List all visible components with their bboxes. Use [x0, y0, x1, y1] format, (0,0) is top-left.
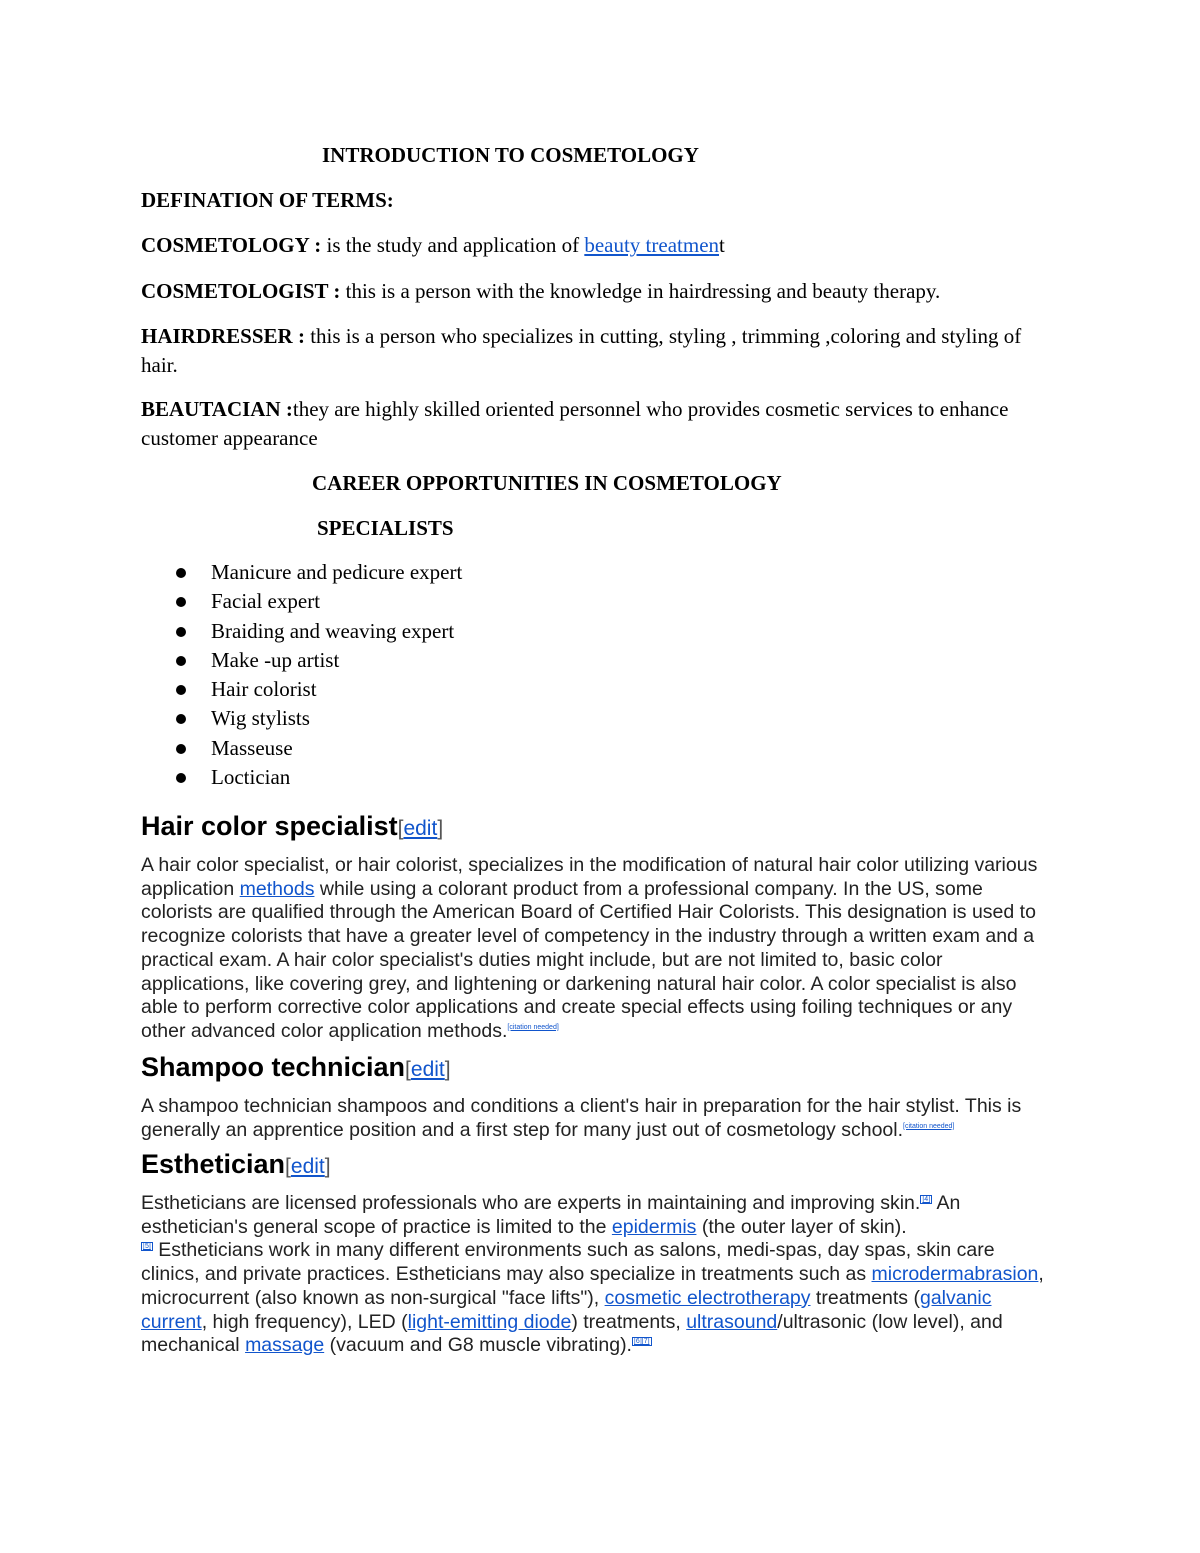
paragraph-text: (the outer layer of skin). [696, 1215, 907, 1238]
paragraph-text: while using a colorant product from a professional company. In the US, some colorists are qualified through the American Board of Certified Hair Colorists. This designation is used to recognize colorists that have a greater level of competency in the industry through a written exam and a practical exam. A hair color specialist's duties might include, but are not limited to, basic color applications, like covering grey, and lightening or darkening natural hair color. A color specialist is also able to perform corrective color applications and create special effects using foiling techniques or any other advanced color application methods. [141, 877, 1036, 1042]
section-heading-esthetician [141, 1148, 331, 1183]
definition-hairdresser [141, 322, 1061, 380]
paragraph-text: Estheticians work in many different environments such as salons, medi-spas, day spas, skin care clinics, and private practices. Estheticians may also specialize in treatments such as [141, 1239, 995, 1286]
list-item [141, 646, 462, 675]
definition-cosmetology [141, 231, 1061, 260]
edit-bracket-open: [ [285, 1155, 291, 1178]
bullet-icon [176, 597, 186, 607]
paragraph-text: , microcurrent (also known as non-surgical "face lifts"), [141, 1263, 1044, 1309]
list-item [141, 617, 462, 646]
citation-needed-link[interactable]: [citation needed] [507, 1023, 559, 1031]
esthetician-paragraph [141, 1192, 1056, 1358]
bullet-icon [176, 773, 186, 783]
list-item [141, 763, 462, 792]
edit-link[interactable]: edit [403, 817, 438, 840]
galvanic-current-link[interactable]: galvanic current [141, 1286, 992, 1333]
paragraph-text: A hair color specialist, or hair colorist, specializes in the modification of natural hair color utilizing various application [141, 854, 1038, 900]
paragraph-text: /ultrasonic (low level), and mechanical [141, 1310, 1003, 1357]
bullet-icon [176, 568, 186, 578]
citation-link[interactable]: [5] [143, 1243, 151, 1251]
beauty-treatment-link[interactable]: beauty treatmen [584, 233, 720, 257]
edit-bracket-open: [ [397, 817, 404, 840]
def-cosmetologist-text: this is a person with the knowledge in hairdressing and beauty therapy. [340, 279, 941, 303]
bullet-icon [176, 714, 186, 724]
def-cosmetology-text: is the study and application of [321, 233, 585, 257]
list-item [141, 587, 462, 616]
section-heading-text: Hair color specialist [141, 811, 398, 841]
page-title: INTRODUCTION TO COSMETOLOGY [322, 143, 699, 167]
edit-bracket-close: ] [437, 817, 444, 840]
definition-beautacian [141, 395, 1061, 453]
paragraph-text: A shampoo technician shampoos and conditions a client's hair in preparation for the hair stylist. This is generally an apprentice position and a first step for many just out of cosmetology school. [141, 1095, 1022, 1141]
paragraph-text: treatments ( [810, 1286, 920, 1309]
edit-link[interactable]: edit [410, 1058, 445, 1081]
list-item-label: Masseuse [211, 735, 293, 760]
section-heading-hair-color [141, 810, 443, 845]
light-emitting-diode-link[interactable]: light-emitting diode [407, 1310, 572, 1333]
def-cosmetology-tail: t [719, 233, 725, 257]
definition-cosmetologist [141, 277, 1061, 306]
bullet-icon [176, 627, 186, 637]
term-cosmetologist: COSMETOLOGIST : [141, 279, 341, 303]
list-item [141, 675, 462, 704]
citation-needed [507, 1024, 558, 1031]
list-item-label: Manicure and pedicure expert [211, 560, 463, 584]
list-item-label: Braiding and weaving expert [211, 618, 455, 643]
career-heading: CAREER OPPORTUNITIES IN COSMETOLOGY [312, 471, 782, 495]
shampoo-paragraph [141, 1095, 1056, 1142]
definitions-heading-text: DEFINATION OF TERMS: [141, 188, 394, 212]
term-hairdresser: HAIRDRESSER : [141, 324, 305, 348]
paragraph-text: ) treatments, [571, 1310, 687, 1333]
section-heading-shampoo [141, 1051, 451, 1086]
methods-link[interactable]: methods [239, 877, 315, 900]
specialists-list [141, 558, 462, 792]
edit-section-link [285, 1155, 331, 1178]
list-item [141, 704, 462, 733]
microdermabrasion-link[interactable]: microdermabrasion [871, 1263, 1039, 1286]
bullet-icon [176, 685, 186, 695]
list-item-label: Loctician [211, 765, 291, 790]
hair-color-paragraph [141, 854, 1056, 1044]
term-beautacian: BEAUTACIAN : [141, 397, 293, 421]
paragraph-text: Estheticians are licensed professionals who are experts in maintaining and improving skin. [141, 1192, 921, 1214]
citation-ref [141, 1242, 153, 1251]
bullet-icon [176, 744, 186, 754]
massage-link[interactable]: massage [245, 1334, 325, 1357]
list-item [141, 558, 462, 587]
citation-needed [903, 1123, 954, 1130]
paragraph-text: , high frequency), LED ( [201, 1310, 408, 1333]
section-heading-text: Shampoo technician [141, 1052, 406, 1082]
edit-bracket-close: ] [444, 1058, 451, 1081]
edit-bracket-close: ] [324, 1155, 331, 1178]
edit-section-link [405, 1058, 451, 1081]
list-item-label: Wig stylists [211, 706, 310, 731]
paragraph-text: (vacuum and G8 muscle vibrating). [324, 1334, 632, 1357]
section-heading-text: Esthetician [141, 1149, 286, 1179]
term-cosmetology: COSMETOLOGY : [141, 233, 322, 257]
cosmetic-electrotherapy-link[interactable]: cosmetic electrotherapy [604, 1286, 811, 1309]
edit-bracket-open: [ [405, 1058, 411, 1081]
epidermis-link[interactable]: epidermis [611, 1215, 697, 1238]
list-item-label: Facial expert [211, 589, 321, 614]
definitions-heading [141, 186, 1061, 215]
citation-link[interactable]: [4] [922, 1196, 931, 1203]
citation-link[interactable]: [6][7] [633, 1338, 650, 1346]
def-hairdresser-text: this is a person who specializes in cutting, styling , trimming ,coloring and styling of hair. [141, 324, 1022, 377]
citation-ref [920, 1195, 932, 1204]
list-item-label: Make -up artist [211, 647, 340, 672]
def-beautacian-text: they are highly skilled oriented personnel who provides cosmetic services to enhance customer appearance [141, 397, 1009, 450]
edit-link[interactable]: edit [290, 1155, 325, 1178]
list-item-label: Hair colorist [211, 677, 317, 702]
edit-section-link [398, 817, 444, 840]
citation-needed-link[interactable]: [citation needed] [903, 1122, 955, 1130]
ultrasound-link[interactable]: ultrasound [686, 1310, 778, 1333]
specialists-heading: SPECIALISTS [317, 516, 454, 540]
list-item [141, 734, 462, 763]
bullet-icon [176, 656, 186, 666]
citation-ref [632, 1337, 652, 1346]
paragraph-text: An esthetician's general scope of practice is limited to the [141, 1192, 961, 1238]
